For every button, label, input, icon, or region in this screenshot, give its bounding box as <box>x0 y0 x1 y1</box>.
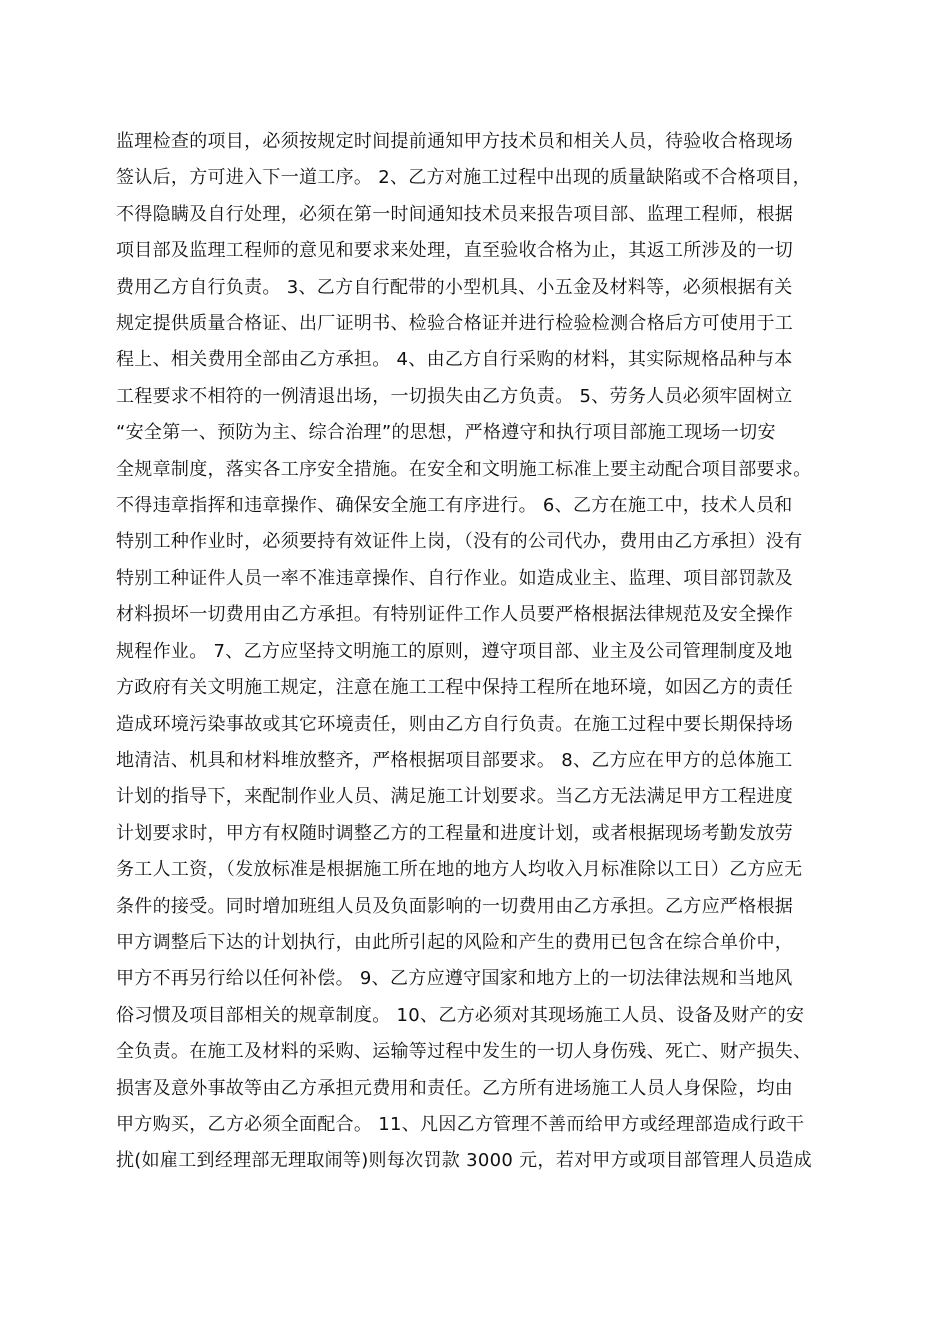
text-line: 条件的接受。同时增加班组人员及负面影响的一切费用由乙方承担。乙方应严格根据 <box>116 895 794 917</box>
text-line: 不得隐瞒及自行处理，必须在第一时间通知技术员来报告项目部、监理工程师，根据 <box>116 203 794 225</box>
text-line: 工程要求不相符的一例清退出场，一切损失由乙方负责。 5、劳务人员必须牢固树立 <box>116 385 793 407</box>
text-line: 全负责。在施工及材料的采购、运输等过程中发生的一切人身伤残、死亡、财产损失、 <box>116 1041 812 1063</box>
text-line: 项目部及监理工程师的意见和要求来处理，直至验收合格为止，其返工所涉及的一切 <box>116 240 794 262</box>
text-line: 务工人工资，（发放标准是根据施工所在地的地方人均收入月标准除以工日）乙方应无 <box>116 859 803 881</box>
text-line: 监理检查的项目，必须按规定时间提前通知甲方技术员和相关人员，待验收合格现场 <box>116 131 794 152</box>
text-line: 材料损坏一切费用由乙方承担。有特别证件工作人员要严格根据法律规范及安全操作 <box>116 604 794 626</box>
text-line: 甲方不再另行给以任何补偿。 9、乙方应遵守国家和地方上的一切法律法规和当地风 <box>116 968 793 990</box>
text-line: 签认后，方可进入下一道工序。 2、乙方对施工过程中出现的质量缺陷或不合格项目， <box>116 167 811 189</box>
text-line: 甲方调整后下达的计划执行，由此所引起的风险和产生的费用已包含在综合单价中， <box>116 931 794 953</box>
text-line: “安全第一、预防为主、综合治理”的思想，严格遵守和执行项目部施工现场一切安 <box>116 422 776 444</box>
text-line: 损害及意外事故等由乙方承担元费用和责任。乙方所有进场施工人员人身保险，均由 <box>116 1077 794 1099</box>
text-line: 不得违章指挥和违章操作、确保安全施工有序进行。 6、乙方在施工中，技术人员和 <box>116 495 793 517</box>
text-line: 费用乙方自行负责。 3、乙方自行配带的小型机具、小五金及材料等，必须根据有关 <box>116 276 793 298</box>
text-line: 造成环境污染事故或其它环境责任，则由乙方自行负责。在施工过程中要长期保持场 <box>116 713 794 735</box>
text-line: 特别工种证件人员一率不准违章操作、自行作业。如造成业主、监理、项目部罚款及 <box>116 567 794 589</box>
text-line: 计划的指导下，来配制作业人员、满足施工计划要求。当乙方无法满足甲方工程进度 <box>116 786 794 808</box>
text-line: 地清洁、机具和材料堆放整齐，严格根据项目部要求。 8、乙方应在甲方的总体施工 <box>116 749 793 771</box>
text-line: 扰(如雇工到经理部无理取闹等)则每次罚款 3000 元，若对甲方或项目部管理人员造成 <box>116 1150 812 1172</box>
text-line: 特别工种作业时，必须要持有效证件上岗，（没有的公司代办，费用由乙方承担）没有 <box>116 531 803 553</box>
body-text <box>116 124 840 1180</box>
text-line: 计划要求时，甲方有权随时调整乙方的工程量和进度计划，或者根据现场考勤发放劳 <box>116 822 794 844</box>
text-line: 全规章制度，落实各工序安全措施。在安全和文明施工标准上要主动配合项目部要求。 <box>116 458 812 480</box>
text-line: 方政府有关文明施工规定，注意在施工工程中保持工程所在地环境，如因乙方的责任 <box>116 677 794 699</box>
text-line: 甲方购买，乙方必须全面配合。 11、凡因乙方管理不善而给甲方或经理部造成行政干 <box>116 1113 805 1135</box>
text-line: 规程作业。 7、乙方应坚持文明施工的原则，遵守项目部、业主及公司管理制度及地 <box>116 640 793 662</box>
text-line: 程上、相关费用全部由乙方承担。 4、由乙方自行采购的材料，其实际规格品种与本 <box>116 349 793 371</box>
text-line: 俗习惯及项目部相关的规章制度。 10、乙方必须对其现场施工人员、设备及财产的安 <box>116 1004 805 1026</box>
text-line: 规定提供质量合格证、出厂证明书、检验合格证并进行检验检测合格后方可使用于工 <box>116 313 794 335</box>
